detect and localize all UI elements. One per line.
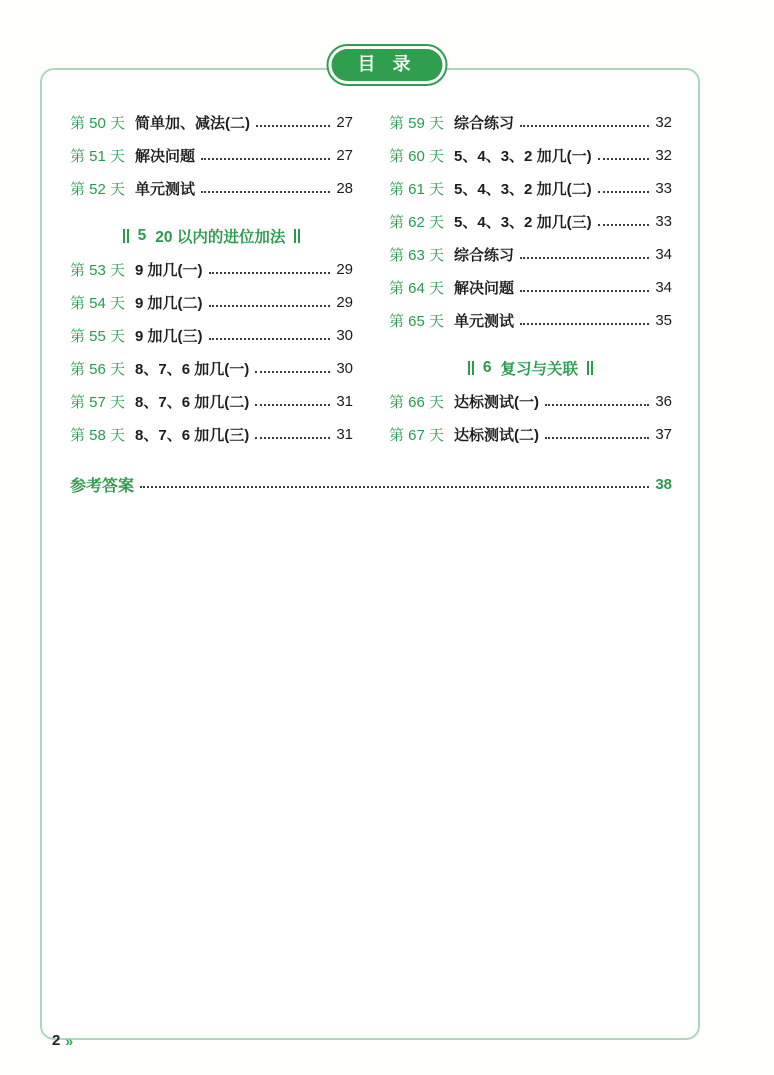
section-header xyxy=(389,355,672,381)
dots-leader xyxy=(545,404,649,406)
page-border xyxy=(40,68,700,1040)
section-marker-icon xyxy=(294,229,300,243)
page-ref: 29 xyxy=(336,294,353,311)
answers-page-ref: 38 xyxy=(655,475,672,493)
answers-entry xyxy=(70,467,672,501)
dots-leader xyxy=(255,404,330,406)
page-ref: 31 xyxy=(336,393,353,410)
dots-leader xyxy=(520,323,649,325)
dots-leader xyxy=(598,224,650,226)
toc-entry xyxy=(70,106,353,139)
page-ref: 30 xyxy=(336,360,353,377)
entry-title: 8、7、6 加几(一) xyxy=(135,361,250,378)
day-label: 第 65 天 xyxy=(389,313,445,330)
dots-leader xyxy=(140,486,649,488)
page-ref: 33 xyxy=(655,213,672,230)
entry-title: 单元测试 xyxy=(454,313,515,330)
entry-title: 达标测试(二) xyxy=(454,427,540,444)
toc-column-left xyxy=(70,106,353,451)
dots-leader xyxy=(520,257,649,259)
answers-title: 参考答案 xyxy=(70,477,135,495)
day-label: 第 55 天 xyxy=(70,328,126,345)
dots-leader xyxy=(255,437,330,439)
dots-leader xyxy=(201,191,330,193)
day-label: 第 63 天 xyxy=(389,247,445,264)
toc-entry xyxy=(70,352,353,385)
toc-badge-label: 目 录 xyxy=(331,49,442,81)
dots-leader xyxy=(209,305,331,307)
toc-entry xyxy=(389,271,672,304)
page-ref: 27 xyxy=(336,114,353,131)
entry-title: 9 加几(一) xyxy=(135,262,203,279)
page-ref: 32 xyxy=(655,114,672,131)
day-label: 第 62 天 xyxy=(389,214,445,231)
entry-title: 简单加、减法(二) xyxy=(135,115,251,132)
toc-columns xyxy=(70,106,672,451)
toc-entry xyxy=(70,172,353,205)
section-header xyxy=(70,223,353,249)
section-marker-icon xyxy=(468,361,474,375)
day-label: 第 67 天 xyxy=(389,427,445,444)
toc-entry xyxy=(389,106,672,139)
section-marker-icon xyxy=(123,229,129,243)
entry-title: 解决问题 xyxy=(454,280,515,297)
page-ref: 32 xyxy=(655,147,672,164)
page-ref: 34 xyxy=(655,279,672,296)
section-number: 6 xyxy=(482,359,492,376)
toc-badge xyxy=(326,44,447,86)
toc-entry xyxy=(70,385,353,418)
toc-column-right xyxy=(389,106,672,451)
page-ref: 33 xyxy=(655,180,672,197)
entry-title: 8、7、6 加几(三) xyxy=(135,427,250,444)
dots-leader xyxy=(201,158,330,160)
toc-entry xyxy=(70,418,353,451)
page-ref: 29 xyxy=(336,261,353,278)
entry-title: 综合练习 xyxy=(454,247,515,264)
day-label: 第 52 天 xyxy=(70,181,126,198)
entry-title: 5、4、3、2 加几(二) xyxy=(454,181,592,198)
dots-leader xyxy=(255,371,330,373)
day-label: 第 60 天 xyxy=(389,148,445,165)
page-ref: 35 xyxy=(655,312,672,329)
page-ref: 34 xyxy=(655,246,672,263)
dots-leader xyxy=(209,272,331,274)
dots-leader xyxy=(520,125,649,127)
toc-entry xyxy=(389,385,672,418)
day-label: 第 50 天 xyxy=(70,115,126,132)
dots-leader xyxy=(545,437,649,439)
entry-title: 单元测试 xyxy=(135,181,196,198)
page-ref: 28 xyxy=(336,180,353,197)
day-label: 第 66 天 xyxy=(389,394,445,411)
entry-title: 9 加几(二) xyxy=(135,295,203,312)
page-ref: 27 xyxy=(336,147,353,164)
day-label: 第 57 天 xyxy=(70,394,126,411)
double-chevron-icon: » xyxy=(65,1032,74,1049)
toc-entry xyxy=(70,253,353,286)
day-label: 第 58 天 xyxy=(70,427,126,444)
page-ref: 30 xyxy=(336,327,353,344)
dots-leader xyxy=(598,158,650,160)
toc-entry xyxy=(70,286,353,319)
day-label: 第 56 天 xyxy=(70,361,126,378)
section-title: 复习与关联 xyxy=(500,361,579,378)
toc-content xyxy=(42,70,698,501)
entry-title: 8、7、6 加几(二) xyxy=(135,394,250,411)
toc-entry xyxy=(389,205,672,238)
day-label: 第 53 天 xyxy=(70,262,126,279)
entry-title: 综合练习 xyxy=(454,115,515,132)
toc-entry xyxy=(70,319,353,352)
page-number: 2 xyxy=(52,1032,61,1049)
page-number-area xyxy=(52,1032,73,1049)
page-ref: 37 xyxy=(655,426,672,443)
toc-entry xyxy=(389,139,672,172)
toc-entry xyxy=(389,418,672,451)
day-label: 第 54 天 xyxy=(70,295,126,312)
entry-title: 达标测试(一) xyxy=(454,394,540,411)
toc-entry xyxy=(389,304,672,337)
page-ref: 31 xyxy=(336,426,353,443)
toc-entry xyxy=(389,172,672,205)
entry-title: 5、4、3、2 加几(三) xyxy=(454,214,592,231)
section-marker-icon xyxy=(587,361,593,375)
dots-leader xyxy=(598,191,650,193)
day-label: 第 64 天 xyxy=(389,280,445,297)
dots-leader xyxy=(209,338,331,340)
day-label: 第 61 天 xyxy=(389,181,445,198)
page-ref: 36 xyxy=(655,393,672,410)
toc-entry xyxy=(389,238,672,271)
dots-leader xyxy=(520,290,649,292)
dots-leader xyxy=(256,125,330,127)
toc-entry xyxy=(70,139,353,172)
day-label: 第 51 天 xyxy=(70,148,126,165)
day-label: 第 59 天 xyxy=(389,115,445,132)
entry-title: 解决问题 xyxy=(135,148,196,165)
entry-title: 9 加几(三) xyxy=(135,328,203,345)
entry-title: 5、4、3、2 加几(一) xyxy=(454,148,592,165)
section-title: 20 以内的进位加法 xyxy=(155,229,286,246)
section-number: 5 xyxy=(137,227,147,244)
